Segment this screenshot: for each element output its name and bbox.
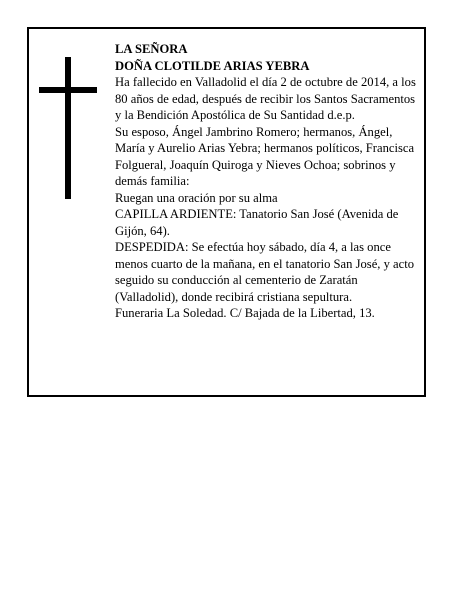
cross-vertical-bar	[65, 57, 71, 199]
chapel-details: CAPILLA ARDIENTE: Tanatorio San José (Avenida de Gijón, 64).	[115, 207, 399, 238]
funeral-home: Funeraria La Soledad. C/ Bajada de la Libertad, 13.	[115, 306, 375, 320]
obituary-notice	[27, 27, 426, 397]
farewell-details: DESPEDIDA: Se efectúa hoy sábado, día 4, a las once menos cuarto de la mañana, en el tanatorio San José, y acto seguido su conducción al cementerio de Zaratán (Valladolid), donde recibirá cristiana sepultura.	[115, 240, 414, 304]
death-announcement: Ha fallecido en Valladolid el día 2 de octubre de 2014, a los 80 años de edad, después de recibir los Santos Sacramentos y la Bendición Apostólica de Su Santidad d.e.p.	[115, 75, 416, 122]
notice-title: LA SEÑORA	[115, 42, 188, 56]
prayer-request: Ruegan una oración por su alma	[115, 190, 278, 205]
notice-body	[115, 41, 420, 322]
deceased-name: DOÑA CLOTILDE ARIAS YEBRA	[115, 58, 310, 73]
cross-horizontal-bar	[39, 87, 97, 93]
family-members: Su esposo, Ángel Jambrino Romero; hermanos, Ángel, María y Aurelio Arias Yebra; hermanos políticos, Francisca Folgueral, Joaquín Quiroga y Nieves Ochoa; sobrinos y demás familia:	[115, 124, 415, 188]
cross-icon	[39, 57, 97, 199]
